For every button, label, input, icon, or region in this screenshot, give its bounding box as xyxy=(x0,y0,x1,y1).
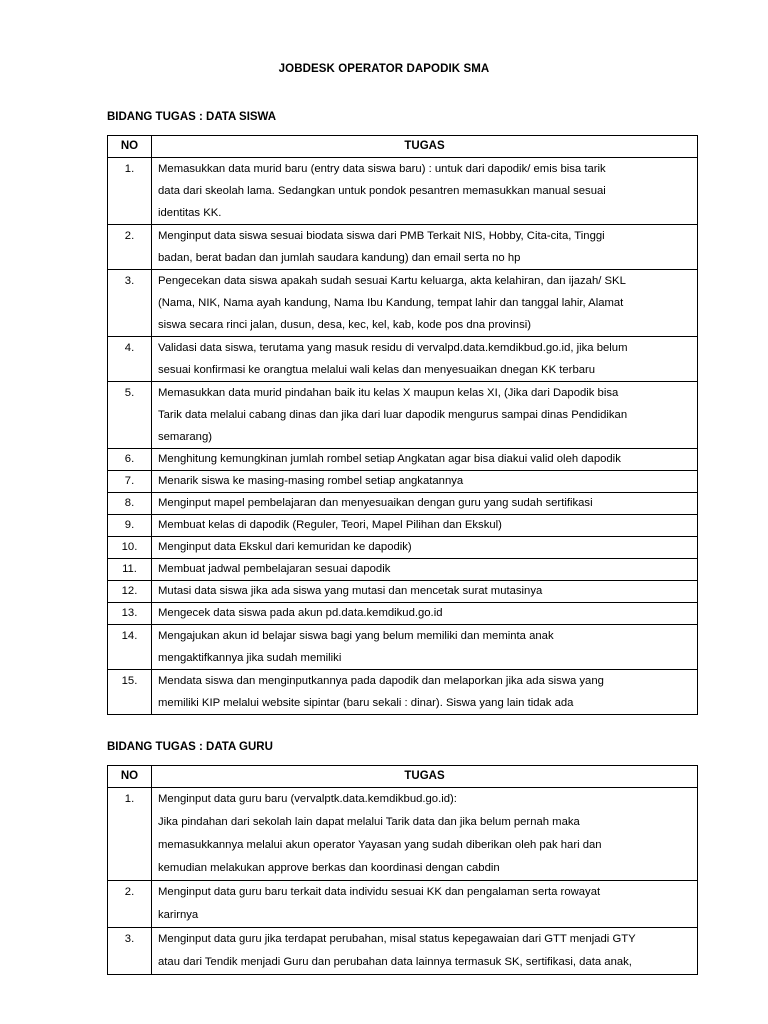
table-row xyxy=(108,670,698,715)
task-description xyxy=(152,625,698,670)
task-line: Menginput data Ekskul dari kemuridan ke dapodik) xyxy=(158,541,412,553)
row-number xyxy=(108,493,152,515)
table-row xyxy=(108,928,698,975)
task-line: karirnya xyxy=(158,909,199,921)
task-line: identitas KK. xyxy=(158,207,222,219)
row-number-text: 3. xyxy=(124,275,135,287)
task-line: Memasukkan data murid pindahan baik itu kelas X maupun kelas XI, (Jika dari Dapodik bisa xyxy=(158,387,619,399)
row-number-text: 10. xyxy=(121,541,138,553)
table-data-siswa xyxy=(107,135,698,715)
row-number-text: 15. xyxy=(121,675,138,687)
task-line: Menarik siswa ke masing-masing rombel setiap angkatannya xyxy=(158,475,464,487)
task-description xyxy=(152,158,698,225)
task-description xyxy=(152,670,698,715)
table-header-row xyxy=(108,766,698,788)
table-row xyxy=(108,158,698,225)
task-line: atau dari Tendik menjadi Guru dan perubahan data lainnya termasuk SK, sertifikasi, data anak, xyxy=(158,956,632,968)
row-number xyxy=(108,270,152,337)
task-description xyxy=(152,225,698,270)
task-line: memiliki KIP melalui website sipintar (baru sekali : dinar). Siswa yang lain tidak ada xyxy=(158,697,574,709)
table-row xyxy=(108,270,698,337)
row-number-text: 11. xyxy=(122,563,137,575)
row-number xyxy=(108,225,152,270)
row-number-text: 1. xyxy=(124,163,135,175)
task-description xyxy=(152,449,698,471)
task-line: Tarik data melalui cabang dinas dan jika dari luar dapodik mengurus sampai dinas Pendidikan xyxy=(158,409,628,421)
table-row xyxy=(108,225,698,270)
table-row xyxy=(108,449,698,471)
task-description xyxy=(152,928,698,975)
header-no: NO xyxy=(108,766,152,788)
task-line: Menginput data guru baru (vervalptk.data.kemdikbud.go.id): xyxy=(158,793,457,805)
task-description xyxy=(152,337,698,382)
task-line: kemudian melakukan approve berkas dan koordinasi dengan cabdin xyxy=(158,862,500,874)
table-row xyxy=(108,471,698,493)
table-body-guru xyxy=(108,788,698,975)
table-row xyxy=(108,537,698,559)
row-number-text: 5. xyxy=(124,387,135,399)
row-number xyxy=(108,788,152,881)
row-number xyxy=(108,382,152,449)
task-description xyxy=(152,270,698,337)
task-line: semarang) xyxy=(158,431,212,443)
row-number xyxy=(108,670,152,715)
task-description xyxy=(152,581,698,603)
row-number xyxy=(108,928,152,975)
row-number-text: 13. xyxy=(121,607,138,619)
row-number xyxy=(108,537,152,559)
table-row xyxy=(108,493,698,515)
task-line: (Nama, NIK, Nama ayah kandung, Nama Ibu Kandung, tempat lahir dan tanggal lahir, Alamat xyxy=(158,297,624,309)
task-line: Mengecek data siswa pada akun pd.data.kemdikud.go.id xyxy=(158,607,443,619)
table-row xyxy=(108,337,698,382)
table-row xyxy=(108,603,698,625)
task-line: Mendata siswa dan menginputkannya pada dapodik dan melaporkan jika ada siswa yang xyxy=(158,675,604,687)
task-line: Pengecekan data siswa apakah sudah sesuai Kartu keluarga, akta kelahiran, dan ijazah/ SKL xyxy=(158,275,626,287)
task-line: sesuai konfirmasi ke orangtua melalui wali kelas dan menyesuaikan dnegan KK terbaru xyxy=(158,364,596,376)
row-number xyxy=(108,515,152,537)
task-line: Membuat jadwal pembelajaran sesuai dapodik xyxy=(158,563,391,575)
row-number-text: 12. xyxy=(121,585,138,597)
task-description xyxy=(152,603,698,625)
row-number xyxy=(108,581,152,603)
row-number xyxy=(108,881,152,928)
row-number-text: 1. xyxy=(124,793,135,805)
row-number-text: 4. xyxy=(124,342,135,354)
table-row xyxy=(108,382,698,449)
row-number xyxy=(108,559,152,581)
header-no: NO xyxy=(108,136,152,158)
task-line: Menginput data siswa sesuai biodata siswa dari PMB Terkait NIS, Hobby, Cita-cita, Tinggi xyxy=(158,230,605,242)
table-row xyxy=(108,788,698,881)
task-description xyxy=(152,493,698,515)
task-line: Menginput mapel pembelajaran dan menyesuaikan dengan guru yang sudah sertifikasi xyxy=(158,497,593,509)
table-body-siswa xyxy=(108,158,698,715)
task-line: Menginput data guru jika terdapat perubahan, misal status kepegawaian dari GTT menjadi GTY xyxy=(158,933,636,945)
task-line: Membuat kelas di dapodik (Reguler, Teori, Mapel Pilihan dan Ekskul) xyxy=(158,519,502,531)
task-line: data dari skeolah lama. Sedangkan untuk pondok pesantren memasukkan manual sesuai xyxy=(158,185,606,197)
row-number xyxy=(108,158,152,225)
table-header-row xyxy=(108,136,698,158)
task-line: Mengajukan akun id belajar siswa bagi yang belum memiliki dan meminta anak xyxy=(158,630,554,642)
task-line: Validasi data siswa, terutama yang masuk residu di vervalpd.data.kemdikbud.go.id, jika belum xyxy=(158,342,628,354)
task-description xyxy=(152,471,698,493)
row-number-text: 3. xyxy=(124,933,135,945)
task-description xyxy=(152,537,698,559)
section-heading-guru: BIDANG TUGAS : DATA GURU xyxy=(107,741,273,753)
row-number-text: 2. xyxy=(124,230,135,242)
task-line: siswa secara rinci jalan, dusun, desa, kec, kel, kab, kode pos dna provinsi) xyxy=(158,319,531,331)
table-row xyxy=(108,515,698,537)
row-number-text: 2. xyxy=(124,886,135,898)
task-line: Menginput data guru baru terkait data individu sesuai KK dan pengalaman serta rowayat xyxy=(158,886,601,898)
row-number xyxy=(108,471,152,493)
row-number-text: 14. xyxy=(121,630,138,642)
table-row xyxy=(108,625,698,670)
table-row xyxy=(108,559,698,581)
row-number xyxy=(108,449,152,471)
task-line: mengaktifkannya jika sudah memiliki xyxy=(158,652,342,664)
header-task: TUGAS xyxy=(152,136,698,158)
table-row xyxy=(108,881,698,928)
task-description xyxy=(152,559,698,581)
row-number xyxy=(108,337,152,382)
task-line: Memasukkan data murid baru (entry data siswa baru) : untuk dari dapodik/ emis bisa tarik xyxy=(158,163,606,175)
document-title: JOBDESK OPERATOR DAPODIK SMA xyxy=(278,63,490,75)
task-description xyxy=(152,515,698,537)
section-heading-siswa: BIDANG TUGAS : DATA SISWA xyxy=(107,111,277,123)
task-line: Jika pindahan dari sekolah lain dapat melalui Tarik data dan jika belum pernah maka xyxy=(158,816,580,828)
task-description xyxy=(152,881,698,928)
task-description xyxy=(152,788,698,881)
task-line: Mutasi data siswa jika ada siswa yang mutasi dan mencetak surat mutasinya xyxy=(158,585,543,597)
row-number-text: 6. xyxy=(124,453,135,465)
task-description xyxy=(152,382,698,449)
header-task: TUGAS xyxy=(152,766,698,788)
row-number-text: 7. xyxy=(124,475,135,487)
row-number xyxy=(108,625,152,670)
table-data-guru xyxy=(107,765,698,975)
table-row xyxy=(108,581,698,603)
task-line: Menghitung kemungkinan jumlah rombel setiap Angkatan agar bisa diakui valid oleh dapodik xyxy=(158,453,621,465)
task-line: memasukkannya melalui akun operator Yayasan yang sudah diberikan oleh pak hari dan xyxy=(158,839,602,851)
task-line: badan, berat badan dan jumlah saudara kandung) dan email serta no hp xyxy=(158,252,521,264)
row-number-text: 9. xyxy=(124,519,135,531)
row-number-text: 8. xyxy=(124,497,135,509)
row-number xyxy=(108,603,152,625)
